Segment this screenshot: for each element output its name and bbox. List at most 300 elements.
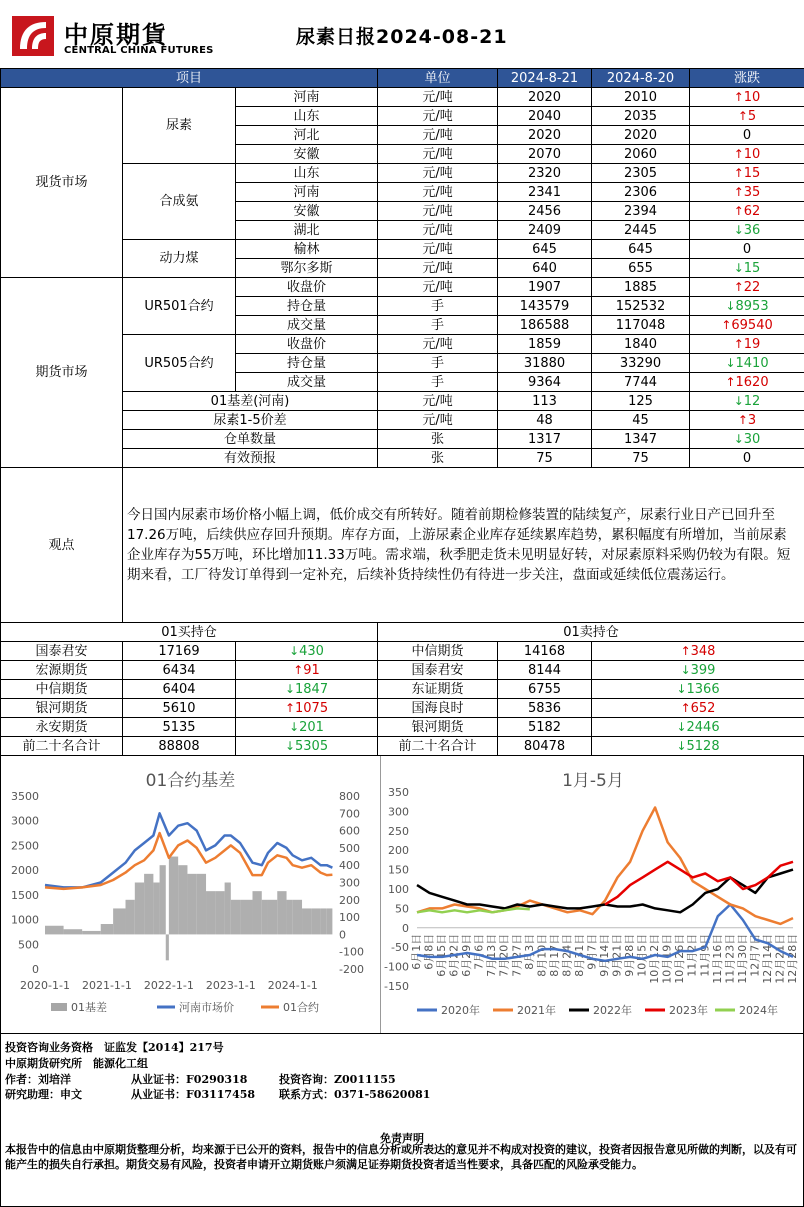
change-cell: [690, 240, 804, 259]
arrow-up-icon: ↑: [733, 184, 744, 199]
arrow-up-icon: ↑: [737, 412, 748, 427]
legend-label: 2021年: [517, 1004, 556, 1017]
sell-broker-name: 东证期货: [378, 680, 498, 699]
y-right-tick-label: 500: [339, 841, 360, 855]
current-value-cell: 2070: [498, 145, 592, 164]
current-value-cell: 9364: [498, 373, 592, 392]
arrow-down-icon: ↓: [676, 738, 687, 753]
change-value: 1847: [295, 681, 329, 697]
y-tick-label: 300: [388, 805, 409, 819]
sell-position-change: [592, 661, 804, 680]
x-tick-label: 7月20日: [497, 933, 511, 977]
change-cell: [690, 164, 804, 183]
institute-line: 中原期货研究所 能源化工组: [5, 1057, 148, 1070]
sell-broker-name: 中信期货: [378, 642, 498, 661]
item-cell: 仓单数量: [123, 430, 378, 449]
arrow-up-icon: ↑: [680, 643, 691, 658]
current-value-cell: 75: [498, 449, 592, 468]
previous-value-cell: 645: [592, 240, 690, 259]
legend-label: 2024年: [739, 1004, 778, 1017]
change-value: 1075: [295, 700, 329, 716]
table-header-row: [1, 69, 804, 88]
buy-position-value: 6434: [123, 661, 236, 680]
legend-label: 2020年: [441, 1004, 480, 1017]
basis-chart-plot: [1, 756, 381, 1033]
x-tick-label: 10月12日: [648, 933, 662, 984]
x-tick-label: 8月17日: [547, 933, 561, 977]
buy-position-value: 5135: [123, 718, 236, 737]
buy-position-value: 6404: [123, 680, 236, 699]
positions-row: [1, 642, 804, 661]
basis-area-segment: [187, 874, 196, 935]
x-tick-label: 9月14日: [598, 933, 611, 977]
current-value-cell: 2020: [498, 88, 592, 107]
unit-cell: 张: [378, 449, 498, 468]
consulting-certificate: 投资咨询：Z0011155: [279, 1073, 396, 1086]
basis-area-segment: [126, 900, 135, 935]
x-tick-label: 7月13日: [485, 933, 499, 977]
arrow-down-icon: ↓: [284, 681, 295, 696]
current-value-cell: 113: [498, 392, 592, 411]
basis-area-segment: [206, 891, 215, 934]
change-value: 36: [743, 222, 761, 238]
y-tick-label: 0: [402, 921, 409, 935]
x-tick-label: 2022-1-1: [143, 979, 194, 992]
item-cell: 河南: [236, 183, 378, 202]
change-value: 30: [743, 431, 761, 447]
change-cell: [690, 88, 804, 107]
group-label: UR501合约: [123, 278, 236, 335]
group-label: 合成氨: [123, 164, 236, 240]
y-tick-label: -150: [384, 980, 409, 993]
disclaimer-text: 本报告中的信息由中原期货整理分析，均来源于已公开的资料，报告中的信息分析或所表达的意见并不构成对投资的建议，投资者因报告意见所做的判断，以及有可能产生的损失自行承担。期货交易有风险，投资者申请开立期货账户须满足证券期货投资者适当性要求，具备匹配的风险承受能力。: [5, 1143, 797, 1171]
unit-cell: 元/吨: [378, 240, 498, 259]
previous-value-cell: 1885: [592, 278, 690, 297]
legend-label: 01基差: [71, 1001, 107, 1014]
research-assistant: 研究助理：申文: [5, 1088, 82, 1101]
arrow-up-icon: ↑: [733, 89, 744, 104]
buy-position-change: [236, 680, 378, 699]
item-cell: 河北: [236, 126, 378, 145]
change-value: 8953: [735, 298, 769, 314]
item-cell: 安徽: [236, 202, 378, 221]
previous-value-cell: 2445: [592, 221, 690, 240]
previous-value-cell: 45: [592, 411, 690, 430]
unit-cell: 元/吨: [378, 202, 498, 221]
current-value-cell: 1317: [498, 430, 592, 449]
x-tick-label: 7月6日: [472, 933, 486, 970]
change-value: 1620: [735, 374, 769, 390]
x-tick-label: 11月23日: [723, 933, 737, 984]
arrow-up-icon: ↑: [293, 662, 304, 677]
brand-name-cn: 中原期貨: [64, 20, 168, 49]
change-cell: [690, 202, 804, 221]
arrow-down-icon: ↓: [676, 681, 687, 696]
sell-position-change: [592, 718, 804, 737]
x-tick-label: 2024-1-1: [267, 979, 318, 992]
item-cell: 鄂尔多斯: [236, 259, 378, 278]
item-cell: 成交量: [236, 316, 378, 335]
change-cell: [690, 126, 804, 145]
change-cell: [690, 335, 804, 354]
x-tick-label: 9月28日: [623, 933, 637, 977]
legend-label: 01合约: [283, 1001, 319, 1014]
sell-position-change: [592, 680, 804, 699]
sell-broker-name: 银河期货: [378, 718, 498, 737]
x-tick-label: 11月2日: [685, 933, 699, 977]
item-cell: 安徽: [236, 145, 378, 164]
unit-cell: 元/吨: [378, 145, 498, 164]
x-tick-label: 11月9日: [698, 933, 712, 977]
basis-area-segment: [277, 891, 286, 934]
basis-area-segment: [82, 931, 101, 934]
change-cell: [690, 107, 804, 126]
basis-area-segment: [166, 934, 169, 960]
buy-position-value: 17169: [123, 642, 236, 661]
basis-area-segment: [197, 874, 206, 935]
basis-area-segment: [293, 900, 302, 935]
buy-position-change: [236, 661, 378, 680]
basis-chart: [1, 756, 381, 1033]
item-cell: 榆林: [236, 240, 378, 259]
change-value: 1366: [686, 681, 720, 697]
unit-cell: 手: [378, 354, 498, 373]
current-value-cell: 1907: [498, 278, 592, 297]
report-header: [0, 0, 804, 68]
x-tick-label: 2020-1-1: [20, 979, 70, 992]
y-right-tick-label: 300: [339, 876, 360, 890]
arrow-up-icon: ↑: [284, 700, 295, 715]
basis-area-segment: [321, 908, 327, 934]
change-cell: [690, 354, 804, 373]
sell-position-value: 6755: [498, 680, 592, 699]
sell-position-value: 8144: [498, 661, 592, 680]
current-value-cell: 645: [498, 240, 592, 259]
table-row: [1, 88, 804, 107]
basis-area-segment: [231, 900, 240, 935]
buy-broker-name: 银河期货: [1, 699, 123, 718]
charts-area: [0, 756, 804, 1034]
change-value: 62: [743, 203, 761, 219]
section-label-spot: 现货市场: [1, 88, 123, 278]
unit-cell: 元/吨: [378, 221, 498, 240]
buy-broker-name: 宏源期货: [1, 661, 123, 680]
basis-area-segment: [45, 926, 64, 935]
sell-positions-title: 01卖持仓: [378, 623, 804, 642]
item-cell: 山东: [236, 107, 378, 126]
change-cell: [690, 183, 804, 202]
y-right-tick-label: 400: [339, 859, 360, 873]
basis-area-segment: [268, 900, 277, 935]
data-table: [0, 68, 804, 756]
change-value: 91: [303, 662, 320, 678]
unit-cell: 元/吨: [378, 335, 498, 354]
buy-position-change: [236, 718, 378, 737]
basis-area-segment: [327, 908, 333, 934]
x-tick-label: 11月16日: [710, 933, 724, 984]
previous-value-cell: 2010: [592, 88, 690, 107]
sell-broker-name: 国泰君安: [378, 661, 498, 680]
buy-broker-name: 前二十名合计: [1, 737, 123, 756]
x-tick-label: 8月3日: [522, 933, 536, 970]
basis-area-segment: [225, 883, 231, 935]
x-tick-label: 8月31日: [572, 933, 586, 977]
assistant-certificate: 从业证书：F03117458: [131, 1088, 256, 1101]
basis-area-segment: [135, 883, 144, 935]
y-left-tick-label: 2500: [11, 839, 39, 853]
arrow-down-icon: ↓: [733, 393, 744, 408]
change-cell: [690, 278, 804, 297]
arrow-up-icon: ↑: [733, 336, 744, 351]
y-left-tick-label: 0: [32, 963, 39, 976]
item-cell: 河南: [236, 88, 378, 107]
arrow-up-icon: ↑: [733, 146, 744, 161]
arrow-up-icon: ↑: [725, 374, 736, 389]
basis-area-segment: [240, 900, 252, 935]
positions-row: [1, 661, 804, 680]
group-label: 尿素: [123, 88, 236, 164]
previous-value-cell: 2020: [592, 126, 690, 145]
y-tick-label: 150: [388, 863, 409, 877]
arrow-down-icon: ↓: [676, 719, 687, 734]
opinion-text: 今日国内尿素市场价格小幅上调，低价成交有所转好。随着前期检修装置的陆续复产，尿素行业日产已回升至17.26万吨，后续供应存回升预期。库存方面，上游尿素企业库存延续累库趋势，累积幅度有所增加，当前尿素企业库存为55万吨，环比增加11.33万吨。需求端，秋季肥走货未见明显好转，对尿素原料采购仍较为有限。短期来看，工厂待发订单得到一定补充，后续补货持续性仍有待进一步关注，盘面或延续低位震荡运行。: [123, 468, 804, 623]
basis-area-segment: [311, 908, 320, 934]
change-value: 10: [743, 146, 761, 162]
buy-position-change: [236, 737, 378, 756]
contact-phone: 联系方式：0371-58620081: [279, 1088, 431, 1101]
arrow-up-icon: ↑: [733, 279, 744, 294]
unit-cell: 元/吨: [378, 183, 498, 202]
sell-broker-name: 国海良时: [378, 699, 498, 718]
item-cell: 有效预报: [123, 449, 378, 468]
x-tick-label: 12月14日: [760, 933, 774, 984]
current-value-cell: 186588: [498, 316, 592, 335]
sell-position-value: 14168: [498, 642, 592, 661]
change-value: 3: [747, 412, 757, 428]
change-value: 652: [690, 700, 716, 716]
current-value-cell: 2409: [498, 221, 592, 240]
previous-value-cell: 33290: [592, 354, 690, 373]
unit-cell: 元/吨: [378, 392, 498, 411]
y-tick-label: 200: [388, 844, 409, 858]
legend-label: 2022年: [593, 1004, 632, 1017]
previous-value-cell: 117048: [592, 316, 690, 335]
change-value: 2446: [686, 719, 720, 735]
buy-position-change: [236, 642, 378, 661]
basis-area-segment: [113, 908, 125, 934]
previous-value-cell: 75: [592, 449, 690, 468]
x-tick-label: 6月29日: [460, 933, 474, 977]
sell-position-change: [592, 737, 804, 756]
header-unit: 单位: [378, 69, 498, 88]
x-tick-label: 6月15日: [435, 933, 449, 977]
sell-position-value: 5836: [498, 699, 592, 718]
current-value-cell: 640: [498, 259, 592, 278]
current-value-cell: 2040: [498, 107, 592, 126]
y-right-tick-label: 600: [339, 824, 360, 838]
y-left-tick-label: 2000: [11, 864, 39, 878]
change-value: 0: [742, 450, 752, 466]
y-right-tick-label: 0: [339, 928, 346, 942]
arrow-up-icon: ↑: [680, 700, 691, 715]
arrow-down-icon: ↓: [289, 643, 300, 658]
current-value-cell: 31880: [498, 354, 592, 373]
author-certificate: 从业证书：F0290318: [131, 1073, 248, 1086]
previous-value-cell: 152532: [592, 297, 690, 316]
x-tick-label: 2021-1-1: [81, 979, 132, 992]
unit-cell: 元/吨: [378, 411, 498, 430]
y-right-tick-label: 700: [339, 807, 360, 821]
x-tick-label: 10月26日: [673, 933, 687, 984]
x-tick-label: 12月7日: [748, 933, 762, 977]
opinion-row: [1, 468, 804, 623]
item-cell: 湖北: [236, 221, 378, 240]
previous-value-cell: 7744: [592, 373, 690, 392]
x-tick-label: 6月8日: [422, 933, 436, 970]
x-tick-label: 7月27日: [510, 933, 524, 977]
arrow-up-icon: ↑: [721, 317, 732, 332]
y-tick-label: 250: [388, 824, 409, 838]
change-value: 5128: [686, 738, 720, 754]
sell-position-change: [592, 699, 804, 718]
unit-cell: 元/吨: [378, 164, 498, 183]
buy-broker-name: 永安期货: [1, 718, 123, 737]
current-value-cell: 1859: [498, 335, 592, 354]
change-value: 35: [743, 184, 761, 200]
previous-value-cell: 655: [592, 259, 690, 278]
change-value: 5: [747, 108, 757, 124]
positions-row: [1, 718, 804, 737]
change-value: 1410: [735, 355, 769, 371]
legend-label: 河南市场价: [179, 1001, 234, 1014]
previous-value-cell: 2306: [592, 183, 690, 202]
change-value: 10: [743, 89, 761, 105]
y-right-tick-label: -200: [339, 963, 364, 976]
unit-cell: 手: [378, 297, 498, 316]
basis-area-segment: [160, 865, 166, 934]
unit-cell: 元/吨: [378, 278, 498, 297]
change-value: 430: [299, 643, 324, 659]
item-cell: 持仓量: [236, 297, 378, 316]
item-cell: 01基差(河南): [123, 392, 378, 411]
item-cell: 持仓量: [236, 354, 378, 373]
previous-value-cell: 2035: [592, 107, 690, 126]
spread-chart-plot: [383, 756, 803, 1033]
section-label-futures: 期货市场: [1, 278, 123, 468]
basis-chart-title: 01合约基差: [145, 771, 236, 791]
x-tick-label: 12月21日: [773, 933, 787, 984]
previous-value-cell: 2394: [592, 202, 690, 221]
item-cell: 山东: [236, 164, 378, 183]
buy-positions-title: 01买持仓: [1, 623, 378, 642]
basis-area-segment: [64, 929, 83, 934]
change-cell: [690, 316, 804, 335]
basis-area-segment: [144, 874, 153, 935]
change-value: 399: [690, 662, 716, 678]
sell-position-value: 80478: [498, 737, 592, 756]
arrow-up-icon: ↑: [737, 108, 748, 123]
y-left-tick-label: 500: [18, 938, 39, 952]
change-cell: [690, 392, 804, 411]
buy-position-value: 5610: [123, 699, 236, 718]
qualification-line: 投资咨询业务资格 证监发【2014】217号: [5, 1041, 224, 1054]
previous-value-cell: 1840: [592, 335, 690, 354]
header-change: 涨跌: [690, 69, 804, 88]
current-value-cell: 143579: [498, 297, 592, 316]
arrow-down-icon: ↓: [725, 355, 736, 370]
arrow-up-icon: ↑: [733, 203, 744, 218]
y-right-tick-label: 200: [339, 893, 360, 907]
current-value-cell: 2341: [498, 183, 592, 202]
item-cell: 成交量: [236, 373, 378, 392]
table-row: [1, 278, 804, 297]
positions-row: [1, 699, 804, 718]
current-value-cell: 2020: [498, 126, 592, 145]
unit-cell: 张: [378, 430, 498, 449]
change-cell: [690, 221, 804, 240]
unit-cell: 元/吨: [378, 259, 498, 278]
arrow-down-icon: ↓: [284, 738, 295, 753]
item-cell: 尿素1-5价差: [123, 411, 378, 430]
y-right-tick-label: 100: [339, 911, 360, 925]
x-tick-label: 10月19日: [660, 933, 674, 984]
unit-cell: 手: [378, 373, 498, 392]
basis-area-segment: [302, 908, 311, 934]
change-value: 22: [743, 279, 761, 295]
change-value: 5305: [295, 738, 329, 754]
basis-area-segment: [178, 865, 187, 934]
change-value: 15: [743, 260, 761, 276]
unit-cell: 手: [378, 316, 498, 335]
y-left-tick-label: 3500: [11, 790, 39, 803]
y-tick-label: 350: [388, 786, 409, 799]
report-footer: [0, 1034, 804, 1207]
x-tick-label: 8月24日: [560, 933, 574, 977]
header-date-previous: 2024-8-20: [592, 69, 690, 88]
arrow-up-icon: ↑: [733, 165, 744, 180]
legend-swatch: [51, 1003, 67, 1011]
brand-name-en: CENTRAL CHINA FUTURES: [64, 45, 214, 56]
current-value-cell: 48: [498, 411, 592, 430]
opinion-label: 观点: [1, 468, 123, 623]
y-right-tick-label: -100: [339, 945, 364, 959]
author: 作者：刘培洋: [5, 1073, 71, 1086]
change-value: 0: [742, 241, 752, 257]
arrow-down-icon: ↓: [680, 662, 691, 677]
sell-position-change: [592, 642, 804, 661]
x-tick-label: 12月28日: [786, 933, 799, 984]
disclaimer-title: 免责声明: [380, 1132, 424, 1145]
previous-value-cell: 125: [592, 392, 690, 411]
change-cell: [690, 259, 804, 278]
item-cell: 收盘价: [236, 278, 378, 297]
y-tick-label: -50: [391, 941, 409, 955]
buy-broker-name: 中信期货: [1, 680, 123, 699]
x-tick-label: 2023-1-1: [205, 979, 256, 992]
previous-value-cell: 2060: [592, 145, 690, 164]
x-tick-label: 9月7日: [585, 933, 599, 970]
legend-label: 2023年: [669, 1004, 708, 1017]
change-value: 15: [743, 165, 761, 181]
item-cell: 收盘价: [236, 335, 378, 354]
sell-position-value: 5182: [498, 718, 592, 737]
header-date-current: 2024-8-21: [498, 69, 592, 88]
unit-cell: 元/吨: [378, 126, 498, 145]
buy-position-value: 88808: [123, 737, 236, 756]
arrow-down-icon: ↓: [733, 260, 744, 275]
basis-area-segment: [287, 900, 293, 935]
spread-chart-title: 1月-5月: [562, 771, 624, 791]
